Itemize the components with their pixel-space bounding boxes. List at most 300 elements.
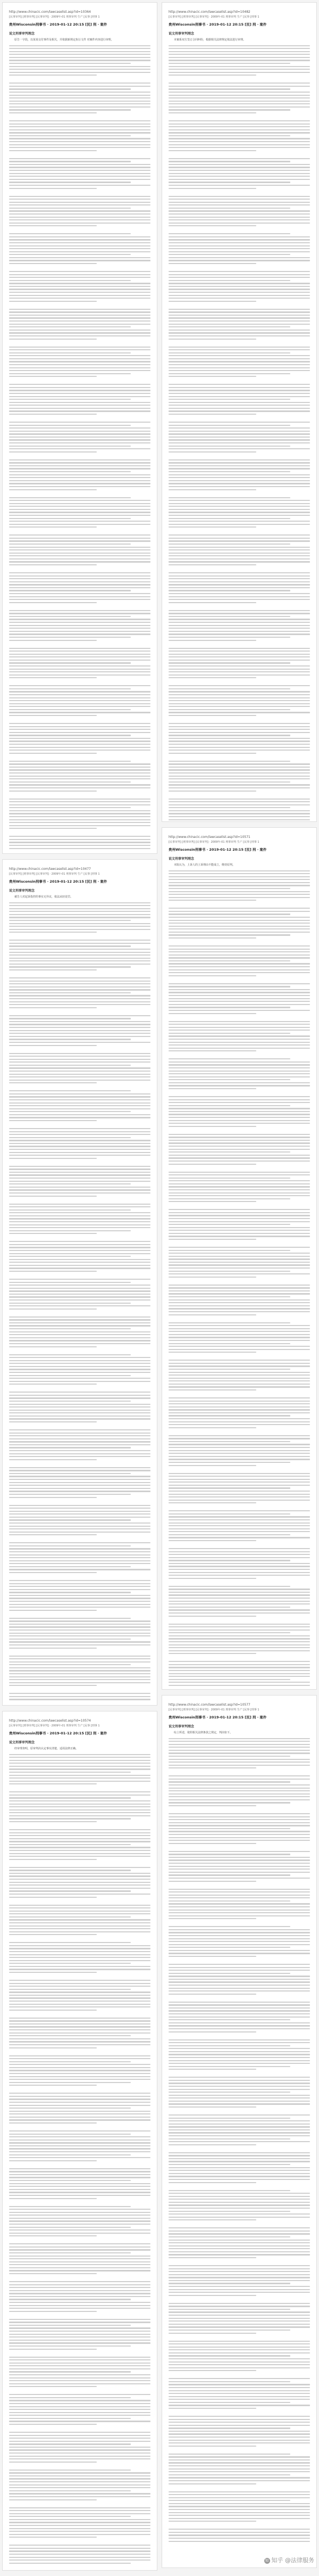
text-line: [9, 1569, 150, 1570]
text-line: [9, 2044, 150, 2045]
text-line: [169, 1537, 310, 1538]
paragraph-gap: [169, 2373, 310, 2376]
text-line: [169, 135, 290, 136]
text-line: [9, 1134, 150, 1135]
text-line: [9, 524, 150, 525]
text-line: [9, 72, 150, 73]
text-line: [9, 1074, 150, 1075]
text-line: [169, 694, 310, 695]
text-line: [9, 902, 150, 903]
text-line: [9, 1120, 97, 1121]
text-line: [9, 558, 150, 559]
text-line: [169, 1813, 310, 1814]
text-line: [169, 2534, 310, 2536]
paragraph-gap: [169, 2185, 310, 2188]
text-line: [9, 2406, 150, 2407]
text-line: [9, 1972, 97, 1973]
text-line: [9, 753, 97, 754]
text-line: [9, 920, 131, 921]
text-line: [169, 2144, 256, 2145]
text-line: [169, 1453, 310, 1454]
paragraph-gap: [169, 228, 310, 232]
text-line: [169, 2002, 310, 2003]
text-line: [169, 1180, 310, 1181]
text-line: [9, 822, 150, 823]
text-line: [169, 1935, 310, 1936]
text-line: [9, 1227, 150, 1228]
text-line: [169, 204, 310, 205]
text-line: [169, 1837, 310, 1838]
text-line: [169, 352, 290, 353]
text-line: [169, 622, 310, 623]
text-line: [169, 199, 310, 200]
text-line: [169, 957, 310, 958]
text-line: [169, 442, 310, 443]
text-line: [9, 2319, 150, 2320]
text-line: [169, 750, 310, 751]
text-line: [9, 2559, 150, 2561]
paragraph-gap: [9, 2389, 150, 2392]
text-line: [9, 1299, 150, 1301]
text-line: [169, 370, 310, 371]
text-line: [169, 1048, 310, 1049]
text-line: [169, 251, 310, 252]
text-line: [9, 1059, 150, 1060]
text-line: [169, 656, 310, 657]
text-line: [169, 1215, 310, 1216]
text-line: [9, 2496, 150, 2497]
text-line: [169, 486, 310, 487]
text-line: [169, 1741, 310, 1742]
text-line: [9, 1256, 131, 1257]
text-line: [169, 2390, 310, 2391]
text-line: [9, 1986, 150, 1987]
text-line: [169, 2227, 310, 2228]
text-line: [9, 2134, 131, 2135]
text-line: [169, 1079, 290, 1080]
text-line: [169, 986, 290, 987]
text-line: [9, 547, 150, 548]
text-line: [9, 561, 150, 562]
paragraph-gap: [169, 941, 310, 944]
text-line: [169, 274, 310, 275]
text-line: [9, 1459, 97, 1460]
text-line: [9, 1626, 150, 1627]
text-line: [9, 1412, 150, 1413]
text-line: [9, 1960, 150, 1961]
text-line: [9, 188, 97, 189]
text-line: [9, 2189, 150, 2190]
text-line: [9, 1067, 150, 1068]
paragraph-gap: [9, 2351, 150, 2355]
text-line: [169, 596, 310, 597]
text-line: [169, 347, 310, 348]
page-url[interactable]: http://www.chinacic.com/lawcaselist.asp?id=10364: [9, 10, 91, 14]
text-line: [9, 1018, 131, 1019]
text-line: [169, 1673, 310, 1674]
text-line: [169, 48, 310, 49]
text-line: [169, 315, 310, 316]
text-line: [9, 2418, 131, 2419]
text-line: [169, 2295, 256, 2296]
text-line: [9, 1172, 150, 1173]
text-line: [9, 1265, 150, 1266]
text-line: [9, 2447, 150, 2448]
text-line: [9, 1913, 150, 1914]
text-line: [9, 723, 150, 724]
text-line: [169, 2193, 310, 2194]
paragraph-gap: [9, 1123, 150, 1126]
text-line: [9, 905, 150, 906]
text-line: [9, 509, 150, 510]
text-line: [9, 132, 150, 133]
text-line: [169, 1007, 290, 1008]
text-line: [9, 2290, 150, 2291]
paragraph-gap: [169, 978, 310, 981]
text-line: [9, 836, 150, 837]
text-line: [9, 500, 150, 501]
text-line: [169, 465, 310, 466]
text-line: [9, 1832, 150, 1833]
text-line: [169, 1218, 310, 1219]
text-line: [169, 1910, 310, 1911]
text-line: [9, 981, 150, 982]
paragraph-gap: [9, 2464, 150, 2467]
text-line: [169, 468, 310, 469]
text-line: [9, 2534, 150, 2535]
text-line: [169, 471, 290, 472]
text-line: [169, 483, 310, 484]
text-line: [169, 1314, 256, 1315]
text-line: [9, 1215, 150, 1216]
text-line: [9, 1783, 97, 1784]
text-line: [169, 920, 310, 921]
text-line: [9, 1354, 131, 1355]
text-line: [9, 622, 150, 623]
text-line: [9, 1363, 150, 1364]
text-line: [169, 1551, 310, 1552]
text-line: [9, 1476, 150, 1477]
text-line: [9, 685, 150, 686]
text-line: [169, 1403, 310, 1404]
text-line: [169, 97, 310, 98]
text-line: [9, 1916, 131, 1917]
text-line: [169, 1479, 310, 1480]
text-line: [169, 1563, 310, 1564]
text-line: [169, 1412, 310, 1413]
text-line: [9, 2227, 131, 2228]
text-line: [9, 1766, 150, 1767]
paragraph-gap: [9, 1975, 150, 1978]
text-line: [169, 691, 310, 692]
text-line: [169, 791, 256, 792]
text-line: [9, 2363, 150, 2364]
text-line: [9, 2478, 150, 2479]
text-line: [9, 170, 150, 171]
text-line: [169, 433, 310, 434]
text-line: [9, 2047, 97, 2048]
text-line: [9, 251, 150, 252]
text-line: [169, 1502, 256, 1503]
text-line: [169, 1415, 290, 1416]
text-line: [9, 662, 131, 663]
text-line: [169, 685, 310, 686]
text-line: [169, 1612, 310, 1614]
text-line: [9, 2516, 131, 2517]
page-url[interactable]: http://www.chinacic.com/lawcaselist.asp?id=10574: [9, 1719, 91, 1723]
text-line: [169, 926, 310, 927]
text-line: [169, 763, 310, 764]
text-line: [169, 2280, 310, 2281]
page-url[interactable]: http://www.chinacic.com/lawcaselist.asp?id=10477: [9, 867, 91, 871]
text-line: [169, 396, 310, 397]
text-line: [9, 637, 131, 638]
text-line: [169, 654, 310, 655]
text-line: [169, 1427, 256, 1428]
text-line: [9, 210, 150, 211]
text-line: [169, 2437, 310, 2438]
text-line: [9, 2311, 97, 2312]
text-line: [9, 1158, 97, 1159]
text-line: [9, 1381, 150, 1382]
text-line: [169, 1418, 310, 1419]
text-line: [169, 2416, 310, 2417]
text-line: [9, 810, 150, 811]
text-line: [169, 2233, 310, 2234]
text-line: [169, 2361, 310, 2363]
text-line: [169, 1641, 310, 1642]
text-line: [169, 945, 310, 947]
text-line: [169, 2199, 310, 2200]
paragraph-gap: [169, 2411, 310, 2414]
text-line: [169, 390, 310, 391]
text-line: [169, 590, 290, 591]
text-line: [169, 2387, 310, 2388]
text-line: [9, 448, 150, 449]
text-line: [9, 352, 131, 353]
paragraph-gap: [169, 1393, 310, 1396]
body-text-block: [9, 902, 150, 1700]
text-line: [169, 2306, 310, 2307]
text-line: [9, 651, 150, 652]
text-line: [169, 2292, 310, 2293]
text-line: [169, 2326, 310, 2327]
text-line: [169, 332, 310, 333]
text-line: [9, 1155, 150, 1156]
text-line: [9, 781, 131, 783]
text-line: [169, 1117, 310, 1118]
text-line: [169, 295, 310, 296]
text-line: [169, 2042, 310, 2043]
text-line: [169, 2231, 310, 2232]
text-line: [169, 640, 256, 641]
paragraph-gap: [169, 755, 310, 759]
text-line: [169, 2521, 256, 2522]
text-line: [169, 2251, 310, 2252]
text-line: [169, 1635, 310, 1636]
text-line: [169, 1918, 256, 1919]
text-line: [169, 998, 310, 999]
text-line: [9, 2006, 150, 2007]
text-line: [169, 2097, 310, 2098]
text-line: [169, 387, 310, 388]
text-line: [169, 1603, 310, 1604]
text-line: [9, 2171, 150, 2172]
text-line: [169, 810, 310, 811]
text-line: [9, 1467, 150, 1468]
text-line: [169, 2315, 310, 2316]
text-line: [169, 934, 290, 935]
text-line: [9, 2258, 150, 2259]
paragraph-gap: [9, 191, 150, 194]
text-line: [169, 2114, 310, 2116]
text-line: [169, 1973, 290, 1974]
text-line: [169, 1271, 290, 1272]
paragraph-gap: [169, 1883, 310, 1887]
text-line: [9, 631, 150, 632]
text-line: [169, 1476, 310, 1477]
text-line: [9, 88, 131, 89]
text-line: [169, 349, 310, 350]
text-line: [9, 2082, 131, 2083]
text-line: [169, 917, 310, 918]
text-line: [9, 1670, 150, 1671]
text-line: [169, 217, 310, 218]
text-line: [9, 587, 150, 588]
text-line: [9, 534, 150, 536]
text-line: [9, 1271, 97, 1272]
text-line: [9, 2284, 150, 2285]
text-line: [9, 816, 150, 817]
text-line: [169, 2491, 310, 2492]
text-line: [9, 1806, 150, 1807]
text-line: [169, 132, 310, 133]
text-line: [9, 1230, 131, 1231]
text-line: [169, 1459, 310, 1460]
text-line: [9, 801, 150, 802]
text-line: [169, 2277, 310, 2278]
text-line: [9, 584, 150, 585]
text-line: [169, 547, 310, 548]
paragraph-gap: [169, 2298, 310, 2301]
text-line: [9, 1980, 150, 1981]
text-line: [9, 2452, 150, 2454]
text-line: [169, 2370, 256, 2371]
text-line: [169, 2007, 310, 2009]
text-line: [169, 1578, 256, 1579]
text-line: [169, 83, 310, 84]
paragraph-gap: [9, 1824, 150, 1828]
text-line: [9, 2098, 150, 2100]
text-line: [169, 1397, 310, 1398]
text-line: [9, 2412, 150, 2413]
text-line: [169, 1765, 310, 1766]
text-line: [9, 1572, 97, 1573]
text-line: [169, 2318, 310, 2319]
text-line: [169, 2442, 310, 2443]
text-line: [169, 2419, 310, 2420]
page-url[interactable]: http://www.chinacic.com/lawcaselist.asp?id=10571: [169, 835, 250, 839]
text-line: [9, 2055, 150, 2056]
text-line: [9, 1648, 97, 1649]
text-line: [169, 1964, 310, 1965]
text-line: [169, 1482, 310, 1483]
text-line: [9, 954, 150, 956]
text-line: [169, 1456, 310, 1457]
text-line: [9, 219, 150, 220]
page-url[interactable]: http://www.chinacic.com/lawcaselist.asp?id=10482: [169, 10, 250, 14]
text-line: [9, 2462, 97, 2463]
text-line: [9, 1340, 150, 1341]
paragraph-gap: [9, 2502, 150, 2505]
text-line: [9, 2252, 131, 2253]
text-line: [169, 2471, 310, 2472]
text-line: [9, 373, 131, 374]
text-line: [9, 462, 150, 463]
text-line: [169, 2283, 290, 2284]
text-line: [9, 1754, 150, 1755]
text-line: [169, 2120, 310, 2121]
document-page-3: [2, 859, 157, 1706]
text-line: [169, 951, 310, 952]
text-line: [9, 1285, 150, 1286]
text-line: [169, 776, 310, 777]
text-line: [169, 1799, 310, 1800]
text-line: [169, 1473, 310, 1474]
text-line: [169, 1594, 310, 1595]
text-line: [169, 2381, 290, 2382]
text-line: [9, 512, 150, 513]
paragraph-gap: [169, 153, 310, 156]
text-line: [9, 1907, 150, 1908]
text-line: [9, 1415, 150, 1417]
text-line: [9, 2432, 150, 2433]
text-line: [9, 593, 150, 594]
text-line: [9, 437, 150, 438]
page-url[interactable]: http://www.chinacic.com/lawcaselist.asp?id=10577: [169, 1703, 250, 1707]
text-line: [169, 324, 310, 325]
text-line: [9, 2079, 150, 2080]
text-line: [9, 1800, 150, 1801]
text-line: [169, 1747, 310, 1748]
text-line: [169, 534, 310, 536]
text-line: [169, 1575, 310, 1576]
text-line: [169, 446, 290, 447]
text-line: [9, 414, 97, 415]
paragraph-gap: [9, 2012, 150, 2015]
text-line: [9, 2513, 150, 2514]
text-line: [9, 1102, 150, 1104]
text-line: [169, 2028, 310, 2029]
text-line: [9, 51, 150, 52]
text-line: [9, 2096, 150, 2097]
text-line: [9, 1777, 150, 1779]
text-line: [9, 2206, 131, 2207]
text-line: [169, 208, 290, 209]
text-line: [9, 2397, 131, 2398]
text-line: [169, 2512, 310, 2513]
text-line: [9, 735, 131, 736]
text-line: [9, 2449, 150, 2450]
text-line: [9, 2264, 150, 2265]
text-line: [169, 1874, 290, 1875]
text-line: [169, 320, 310, 322]
text-line: [9, 1644, 150, 1645]
text-line: [9, 2421, 150, 2422]
text-line: [9, 1268, 150, 1269]
text-line: [169, 448, 310, 449]
paragraph: 经审理查明，原审判决认定事实清楚，适用法律正确。: [14, 1747, 79, 1750]
